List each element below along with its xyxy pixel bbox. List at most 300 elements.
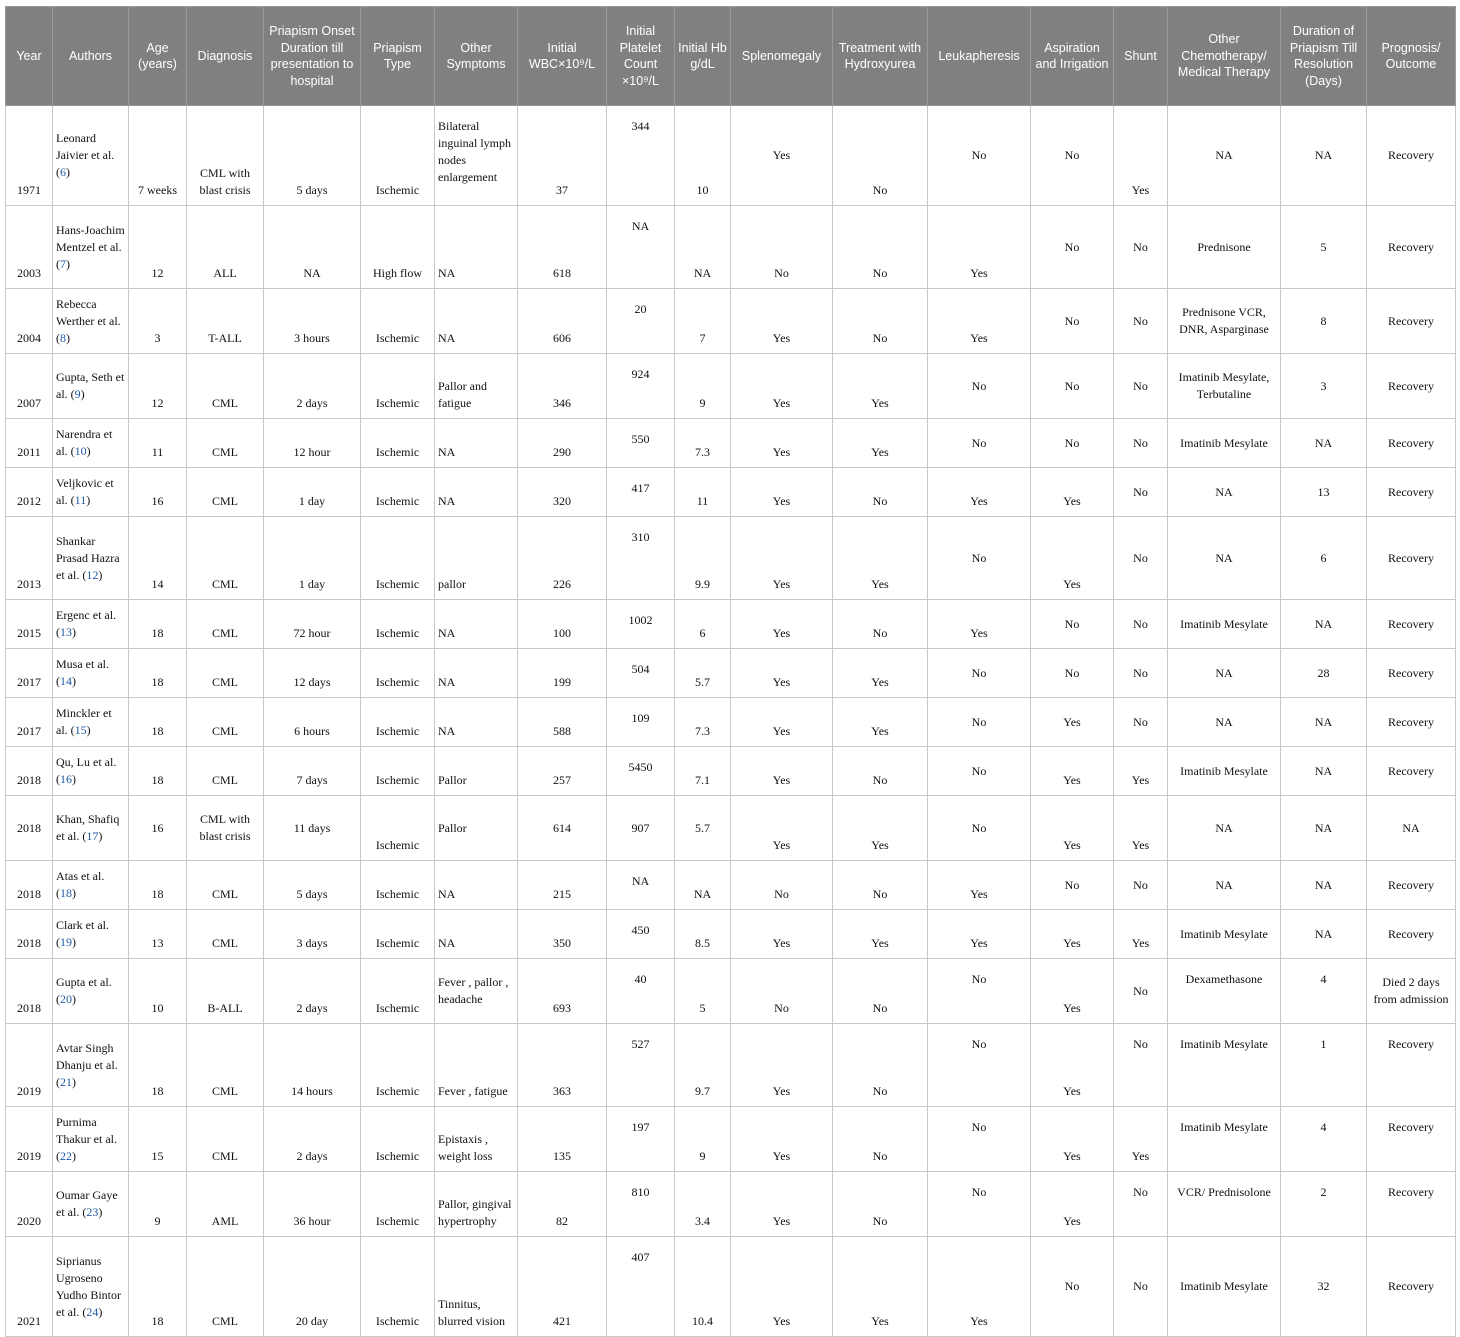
column-header: Age (years) [129, 7, 187, 106]
cell-other-symptoms: Pallor, gingival hypertrophy [435, 1172, 518, 1237]
reference-link[interactable]: 18 [60, 886, 72, 900]
cell-splenomegaly: Yes [731, 600, 833, 649]
header-row [6, 7, 1456, 106]
cell-authors: Purnima Thakur et al. (22) [53, 1107, 129, 1172]
cell-platelet: 310 [607, 517, 675, 600]
cell-resolution-days: NA [1281, 747, 1367, 796]
cell-age: 12 [129, 206, 187, 289]
cell-aspiration-irrigation: Yes [1031, 698, 1114, 747]
cell-outcome: Recovery [1367, 1172, 1456, 1237]
cell-other-symptoms: Fever , fatigue [435, 1024, 518, 1107]
table-row [6, 861, 1456, 910]
cell-other-symptoms: Epistaxis , weight loss [435, 1107, 518, 1172]
cell-splenomegaly: Yes [731, 1237, 833, 1337]
cell-hydroxyurea: No [833, 861, 928, 910]
cell-other-symptoms: NA [435, 649, 518, 698]
cell-onset-duration: 36 hour [264, 1172, 361, 1237]
cell-year: 2018 [6, 747, 53, 796]
cell-onset-duration: 20 day [264, 1237, 361, 1337]
cell-age: 12 [129, 354, 187, 419]
cell-other-symptoms: NA [435, 289, 518, 354]
cell-authors: Minckler et al. (15) [53, 698, 129, 747]
cell-hydroxyurea: No [833, 1107, 928, 1172]
cell-hydroxyurea: Yes [833, 419, 928, 468]
cell-shunt: No [1114, 600, 1168, 649]
author-name: Minckler et al. [56, 706, 112, 737]
cell-age: 18 [129, 861, 187, 910]
cell-year: 2015 [6, 600, 53, 649]
cell-other-therapy: Imatinib Mesylate, Terbutaline [1168, 354, 1281, 419]
cell-priapism-type: Ischemic [361, 517, 435, 600]
cell-age: 18 [129, 1024, 187, 1107]
cell-outcome: Recovery [1367, 354, 1456, 419]
cell-age: 18 [129, 600, 187, 649]
cell-priapism-type: Ischemic [361, 1172, 435, 1237]
reference-link[interactable]: 21 [60, 1074, 72, 1089]
cell-hb: 8.5 [675, 910, 731, 959]
cell-priapism-type: Ischemic [361, 600, 435, 649]
column-header: Other Symptoms [435, 7, 518, 106]
column-header: Leukapheresis [928, 7, 1031, 106]
cell-resolution-days: NA [1281, 796, 1367, 861]
cell-resolution-days: 2 [1281, 1172, 1367, 1237]
cell-aspiration-irrigation: No [1031, 354, 1114, 419]
cell-shunt: No [1114, 1237, 1168, 1337]
cell-aspiration-irrigation: Yes [1031, 517, 1114, 600]
reference-link[interactable]: 9 [74, 387, 81, 401]
cell-wbc: 135 [518, 1107, 607, 1172]
table-row [6, 796, 1456, 861]
cell-hb: 5 [675, 959, 731, 1024]
cell-hydroxyurea: No [833, 206, 928, 289]
cell-diagnosis: CML [187, 910, 264, 959]
cell-wbc: 37 [518, 106, 607, 206]
cell-splenomegaly: Yes [731, 106, 833, 206]
cell-shunt: No [1114, 289, 1168, 354]
cell-hydroxyurea: Yes [833, 517, 928, 600]
cell-shunt: No [1114, 1172, 1168, 1237]
reference-link[interactable]: 14 [60, 674, 72, 688]
cell-onset-duration: 72 hour [264, 600, 361, 649]
cell-aspiration-irrigation: Yes [1031, 796, 1114, 861]
cell-year: 2003 [6, 206, 53, 289]
cell-leukapheresis: No [928, 698, 1031, 747]
cell-shunt: No [1114, 517, 1168, 600]
cell-diagnosis: CML [187, 419, 264, 468]
cell-onset-duration: 1 day [264, 468, 361, 517]
cell-priapism-type: Ischemic [361, 1237, 435, 1337]
cell-shunt: Yes [1114, 1107, 1168, 1172]
cell-priapism-type: Ischemic [361, 289, 435, 354]
cell-wbc: 100 [518, 600, 607, 649]
cell-diagnosis: CML [187, 861, 264, 910]
cell-authors: Musa et al. (14) [53, 649, 129, 698]
cell-authors: Hans-Joachim Mentzel et al. (7) [53, 206, 129, 289]
cell-year: 1971 [6, 106, 53, 206]
cell-onset-duration: 2 days [264, 959, 361, 1024]
cell-leukapheresis: Yes [928, 206, 1031, 289]
table-row [6, 959, 1456, 1024]
cell-authors: Gupta, Seth et al. (9) [53, 354, 129, 419]
cell-hb: 9 [675, 354, 731, 419]
cell-platelet: 924 [607, 354, 675, 419]
cell-other-therapy: NA [1168, 698, 1281, 747]
cell-aspiration-irrigation: Yes [1031, 910, 1114, 959]
reference-link[interactable]: 12 [86, 567, 99, 582]
author-name: Leonard Jaivier et al. [56, 131, 115, 162]
cell-hb: NA [675, 861, 731, 910]
cell-diagnosis: T-ALL [187, 289, 264, 354]
author-name: Narendra et al. [56, 427, 113, 458]
cell-diagnosis: CML [187, 1107, 264, 1172]
author-name: Clark et al. [56, 918, 109, 932]
column-header: Priapism Onset Duration till presentation to hospital [264, 7, 361, 106]
cell-other-symptoms: Pallor [435, 747, 518, 796]
cell-diagnosis: CML [187, 517, 264, 600]
cell-priapism-type: High flow [361, 206, 435, 289]
cell-age: 18 [129, 1237, 187, 1337]
cell-resolution-days: NA [1281, 861, 1367, 910]
cell-year: 2017 [6, 649, 53, 698]
cell-onset-duration: 7 days [264, 747, 361, 796]
reference-link[interactable]: 22 [60, 1148, 72, 1163]
cell-age: 16 [129, 796, 187, 861]
cell-platelet: 810 [607, 1172, 675, 1237]
cell-outcome: Recovery [1367, 206, 1456, 289]
cell-authors: Atas et al. (18) [53, 861, 129, 910]
table-row [6, 289, 1456, 354]
cell-authors: Avtar Singh Dhanju et al. (21) [53, 1024, 129, 1107]
cell-other-therapy: Imatinib Mesylate [1168, 1107, 1281, 1172]
cell-shunt: No [1114, 959, 1168, 1024]
reference-link[interactable]: 19 [60, 935, 72, 949]
cell-shunt: Yes [1114, 796, 1168, 861]
cell-shunt: No [1114, 1024, 1168, 1107]
reference-link[interactable]: 11 [74, 493, 87, 507]
cell-priapism-type: Ischemic [361, 910, 435, 959]
cell-priapism-type: Ischemic [361, 861, 435, 910]
cell-hb: 9 [675, 1107, 731, 1172]
cell-authors: Oumar Gaye et al. (23) [53, 1172, 129, 1237]
author-name: Hans-Joachim Mentzel et al. [56, 222, 125, 254]
cell-hb: 9.7 [675, 1024, 731, 1107]
cell-age: 16 [129, 468, 187, 517]
cell-diagnosis: ALL [187, 206, 264, 289]
cell-other-therapy: NA [1168, 649, 1281, 698]
cell-year: 2011 [6, 419, 53, 468]
table-row [6, 1107, 1456, 1172]
cell-hb: 7.3 [675, 698, 731, 747]
cell-year: 2004 [6, 289, 53, 354]
author-name: Atas et al. [56, 869, 105, 883]
cell-hb: 7.3 [675, 419, 731, 468]
cell-other-symptoms: NA [435, 206, 518, 289]
cell-aspiration-irrigation: No [1031, 600, 1114, 649]
cell-leukapheresis: No [928, 1107, 1031, 1172]
cell-other-therapy: Imatinib Mesylate [1168, 600, 1281, 649]
reference-link[interactable]: 7 [60, 256, 66, 271]
cell-year: 2013 [6, 517, 53, 600]
cell-diagnosis: AML [187, 1172, 264, 1237]
reference-link[interactable]: 23 [86, 1205, 99, 1219]
reference-link[interactable]: 8 [60, 330, 66, 345]
cell-platelet: 109 [607, 698, 675, 747]
cell-resolution-days: 4 [1281, 1107, 1367, 1172]
table-row [6, 910, 1456, 959]
cell-outcome: Died 2 days from admission [1367, 959, 1456, 1024]
cell-platelet: 407 [607, 1237, 675, 1337]
cell-hydroxyurea: No [833, 1172, 928, 1237]
cell-aspiration-irrigation: Yes [1031, 1172, 1114, 1237]
cell-onset-duration: 5 days [264, 861, 361, 910]
cell-wbc: 614 [518, 796, 607, 861]
author-name: Gupta, Seth et al. [56, 370, 125, 401]
cell-hydroxyurea: Yes [833, 1237, 928, 1337]
table-row [6, 1237, 1456, 1337]
cell-onset-duration: 6 hours [264, 698, 361, 747]
cell-other-symptoms: Fever , pallor , headache [435, 959, 518, 1024]
cell-outcome: Recovery [1367, 649, 1456, 698]
cell-other-symptoms: pallor [435, 517, 518, 600]
cell-aspiration-irrigation: Yes [1031, 1024, 1114, 1107]
table-row [6, 649, 1456, 698]
cell-aspiration-irrigation: Yes [1031, 747, 1114, 796]
cell-platelet: 417 [607, 468, 675, 517]
cell-resolution-days: NA [1281, 910, 1367, 959]
cell-hb: NA [675, 206, 731, 289]
cell-aspiration-irrigation: No [1031, 289, 1114, 354]
cell-age: 11 [129, 419, 187, 468]
cell-platelet: 40 [607, 959, 675, 1024]
cell-authors: Narendra et al. (10) [53, 419, 129, 468]
cell-resolution-days: NA [1281, 698, 1367, 747]
author-name: Siprianus Ugroseno Yudho Bintor et al. [56, 1253, 122, 1319]
cell-age: 14 [129, 517, 187, 600]
cell-shunt: No [1114, 468, 1168, 517]
cell-wbc: 606 [518, 289, 607, 354]
cell-age: 7 weeks [129, 106, 187, 206]
cell-leukapheresis: Yes [928, 861, 1031, 910]
cell-year: 2020 [6, 1172, 53, 1237]
table-row [6, 600, 1456, 649]
table-row [6, 206, 1456, 289]
table-row [6, 517, 1456, 600]
cell-diagnosis: CML [187, 698, 264, 747]
cell-resolution-days: 3 [1281, 354, 1367, 419]
cell-platelet: 504 [607, 649, 675, 698]
cell-aspiration-irrigation: No [1031, 206, 1114, 289]
cell-authors: Leonard Jaivier et al. (6) [53, 106, 129, 206]
cell-authors: Clark et al. (19) [53, 910, 129, 959]
cell-diagnosis: CML with blast crisis [187, 796, 264, 861]
reference-link[interactable]: 15 [74, 723, 87, 737]
column-header: Aspiration and Irrigation [1031, 7, 1114, 106]
table-row [6, 354, 1456, 419]
cell-splenomegaly: Yes [731, 468, 833, 517]
cell-platelet: 197 [607, 1107, 675, 1172]
cell-age: 10 [129, 959, 187, 1024]
cell-splenomegaly: Yes [731, 517, 833, 600]
cell-splenomegaly: Yes [731, 649, 833, 698]
cell-priapism-type: Ischemic [361, 419, 435, 468]
cell-year: 2012 [6, 468, 53, 517]
cell-diagnosis: CML [187, 649, 264, 698]
cell-leukapheresis: No [928, 517, 1031, 600]
author-name: Musa et al. [56, 657, 109, 671]
cell-splenomegaly: Yes [731, 1107, 833, 1172]
cell-shunt: No [1114, 354, 1168, 419]
cell-hydroxyurea: Yes [833, 698, 928, 747]
cell-other-symptoms: Bilateral inguinal lymph nodes enlargement [435, 106, 518, 206]
cell-hb: 9.9 [675, 517, 731, 600]
cell-onset-duration: 12 hour [264, 419, 361, 468]
cell-other-symptoms: NA [435, 600, 518, 649]
cell-splenomegaly: Yes [731, 910, 833, 959]
cell-resolution-days: 8 [1281, 289, 1367, 354]
cell-other-therapy: NA [1168, 106, 1281, 206]
cell-wbc: 618 [518, 206, 607, 289]
cell-platelet: 907 [607, 796, 675, 861]
cell-diagnosis: CML [187, 600, 264, 649]
cell-onset-duration: 2 days [264, 354, 361, 419]
cell-year: 2021 [6, 1237, 53, 1337]
cell-year: 2018 [6, 796, 53, 861]
cell-priapism-type: Ischemic [361, 747, 435, 796]
author-name: Rebecca Werther et al. [56, 296, 121, 328]
cell-splenomegaly: Yes [731, 698, 833, 747]
cell-year: 2018 [6, 910, 53, 959]
cell-onset-duration: 3 days [264, 910, 361, 959]
cell-shunt: Yes [1114, 106, 1168, 206]
cell-age: 9 [129, 1172, 187, 1237]
cell-shunt: No [1114, 206, 1168, 289]
cell-outcome: Recovery [1367, 106, 1456, 206]
cell-authors: Shankar Prasad Hazra et al. (12) [53, 517, 129, 600]
reference-link[interactable]: 17 [86, 829, 99, 843]
cell-leukapheresis: No [928, 1172, 1031, 1237]
cell-priapism-type: Ischemic [361, 1107, 435, 1172]
cell-leukapheresis: No [928, 796, 1031, 861]
cell-platelet: NA [607, 206, 675, 289]
cell-hydroxyurea: No [833, 106, 928, 206]
column-header: Initial Platelet Count ×10⁹/L [607, 7, 675, 106]
cell-wbc: 421 [518, 1237, 607, 1337]
cell-hydroxyurea: No [833, 1024, 928, 1107]
author-name: Gupta et al. [56, 975, 112, 989]
cell-diagnosis: CML [187, 747, 264, 796]
column-header: Year [6, 7, 53, 106]
cell-other-therapy: NA [1168, 468, 1281, 517]
reference-link[interactable]: 13 [60, 625, 72, 639]
cell-year: 2018 [6, 861, 53, 910]
cell-priapism-type: Ischemic [361, 468, 435, 517]
cell-other-therapy: Prednisone VCR, DNR, Asparginase [1168, 289, 1281, 354]
cell-authors: Veljkovic et al. (11) [53, 468, 129, 517]
cell-hb: 5.7 [675, 796, 731, 861]
column-header: Splenomegaly [731, 7, 833, 106]
cell-onset-duration: 3 hours [264, 289, 361, 354]
cell-age: 3 [129, 289, 187, 354]
table-row [6, 747, 1456, 796]
cell-other-symptoms: NA [435, 698, 518, 747]
cell-splenomegaly: Yes [731, 796, 833, 861]
cell-other-therapy: Imatinib Mesylate [1168, 419, 1281, 468]
cell-splenomegaly: Yes [731, 1024, 833, 1107]
cell-resolution-days: 6 [1281, 517, 1367, 600]
cell-authors: Gupta et al. (20) [53, 959, 129, 1024]
reference-link[interactable]: 16 [60, 772, 72, 786]
cell-resolution-days: 32 [1281, 1237, 1367, 1337]
cell-splenomegaly: No [731, 206, 833, 289]
cell-hb: 10.4 [675, 1237, 731, 1337]
cell-other-therapy: VCR/ Prednisolone [1168, 1172, 1281, 1237]
cell-aspiration-irrigation: Yes [1031, 1107, 1114, 1172]
cell-outcome: Recovery [1367, 289, 1456, 354]
cell-onset-duration: 12 days [264, 649, 361, 698]
reference-link[interactable]: 10 [74, 444, 87, 458]
author-name: Shankar Prasad Hazra et al. [56, 533, 120, 582]
reference-link[interactable]: 24 [86, 1304, 99, 1319]
cell-leukapheresis: No [928, 747, 1031, 796]
cell-resolution-days: 1 [1281, 1024, 1367, 1107]
cell-platelet: 550 [607, 419, 675, 468]
cell-leukapheresis: No [928, 354, 1031, 419]
cell-hb: 7 [675, 289, 731, 354]
cell-diagnosis: CML [187, 468, 264, 517]
cell-other-symptoms: Pallor [435, 796, 518, 861]
cell-outcome: NA [1367, 796, 1456, 861]
cell-splenomegaly: Yes [731, 747, 833, 796]
cell-splenomegaly: Yes [731, 289, 833, 354]
cell-other-therapy: Imatinib Mesylate [1168, 1024, 1281, 1107]
cell-priapism-type: Ischemic [361, 106, 435, 206]
cell-resolution-days: 4 [1281, 959, 1367, 1024]
cell-authors: Ergenc et al. (13) [53, 600, 129, 649]
cell-wbc: 215 [518, 861, 607, 910]
cell-hydroxyurea: No [833, 959, 928, 1024]
table-row [6, 698, 1456, 747]
cell-priapism-type: Ischemic [361, 649, 435, 698]
cell-priapism-type: Ischemic [361, 1024, 435, 1107]
cell-shunt: No [1114, 419, 1168, 468]
cell-wbc: 350 [518, 910, 607, 959]
cell-age: 18 [129, 649, 187, 698]
cell-hydroxyurea: No [833, 600, 928, 649]
author-name: Oumar Gaye et al. [56, 1188, 118, 1219]
author-name: Veljkovic et al. [56, 476, 114, 507]
reference-link[interactable]: 6 [60, 165, 66, 179]
cell-hydroxyurea: Yes [833, 910, 928, 959]
table-row [6, 1172, 1456, 1237]
author-name: Purnima Thakur et al. [56, 1114, 117, 1146]
column-header: Initial WBC×10⁹/L [518, 7, 607, 106]
cell-aspiration-irrigation: Yes [1031, 468, 1114, 517]
reference-link[interactable]: 20 [60, 992, 72, 1006]
cell-shunt: Yes [1114, 910, 1168, 959]
cell-platelet: 450 [607, 910, 675, 959]
cell-shunt: No [1114, 698, 1168, 747]
table-header [6, 7, 1456, 106]
cell-leukapheresis: No [928, 419, 1031, 468]
cell-outcome: Recovery [1367, 517, 1456, 600]
cell-outcome: Recovery [1367, 861, 1456, 910]
author-name: Ergenc et al. [56, 608, 117, 622]
cell-year: 2017 [6, 698, 53, 747]
cell-age: 15 [129, 1107, 187, 1172]
cell-wbc: 693 [518, 959, 607, 1024]
cell-wbc: 588 [518, 698, 607, 747]
cell-leukapheresis: Yes [928, 600, 1031, 649]
